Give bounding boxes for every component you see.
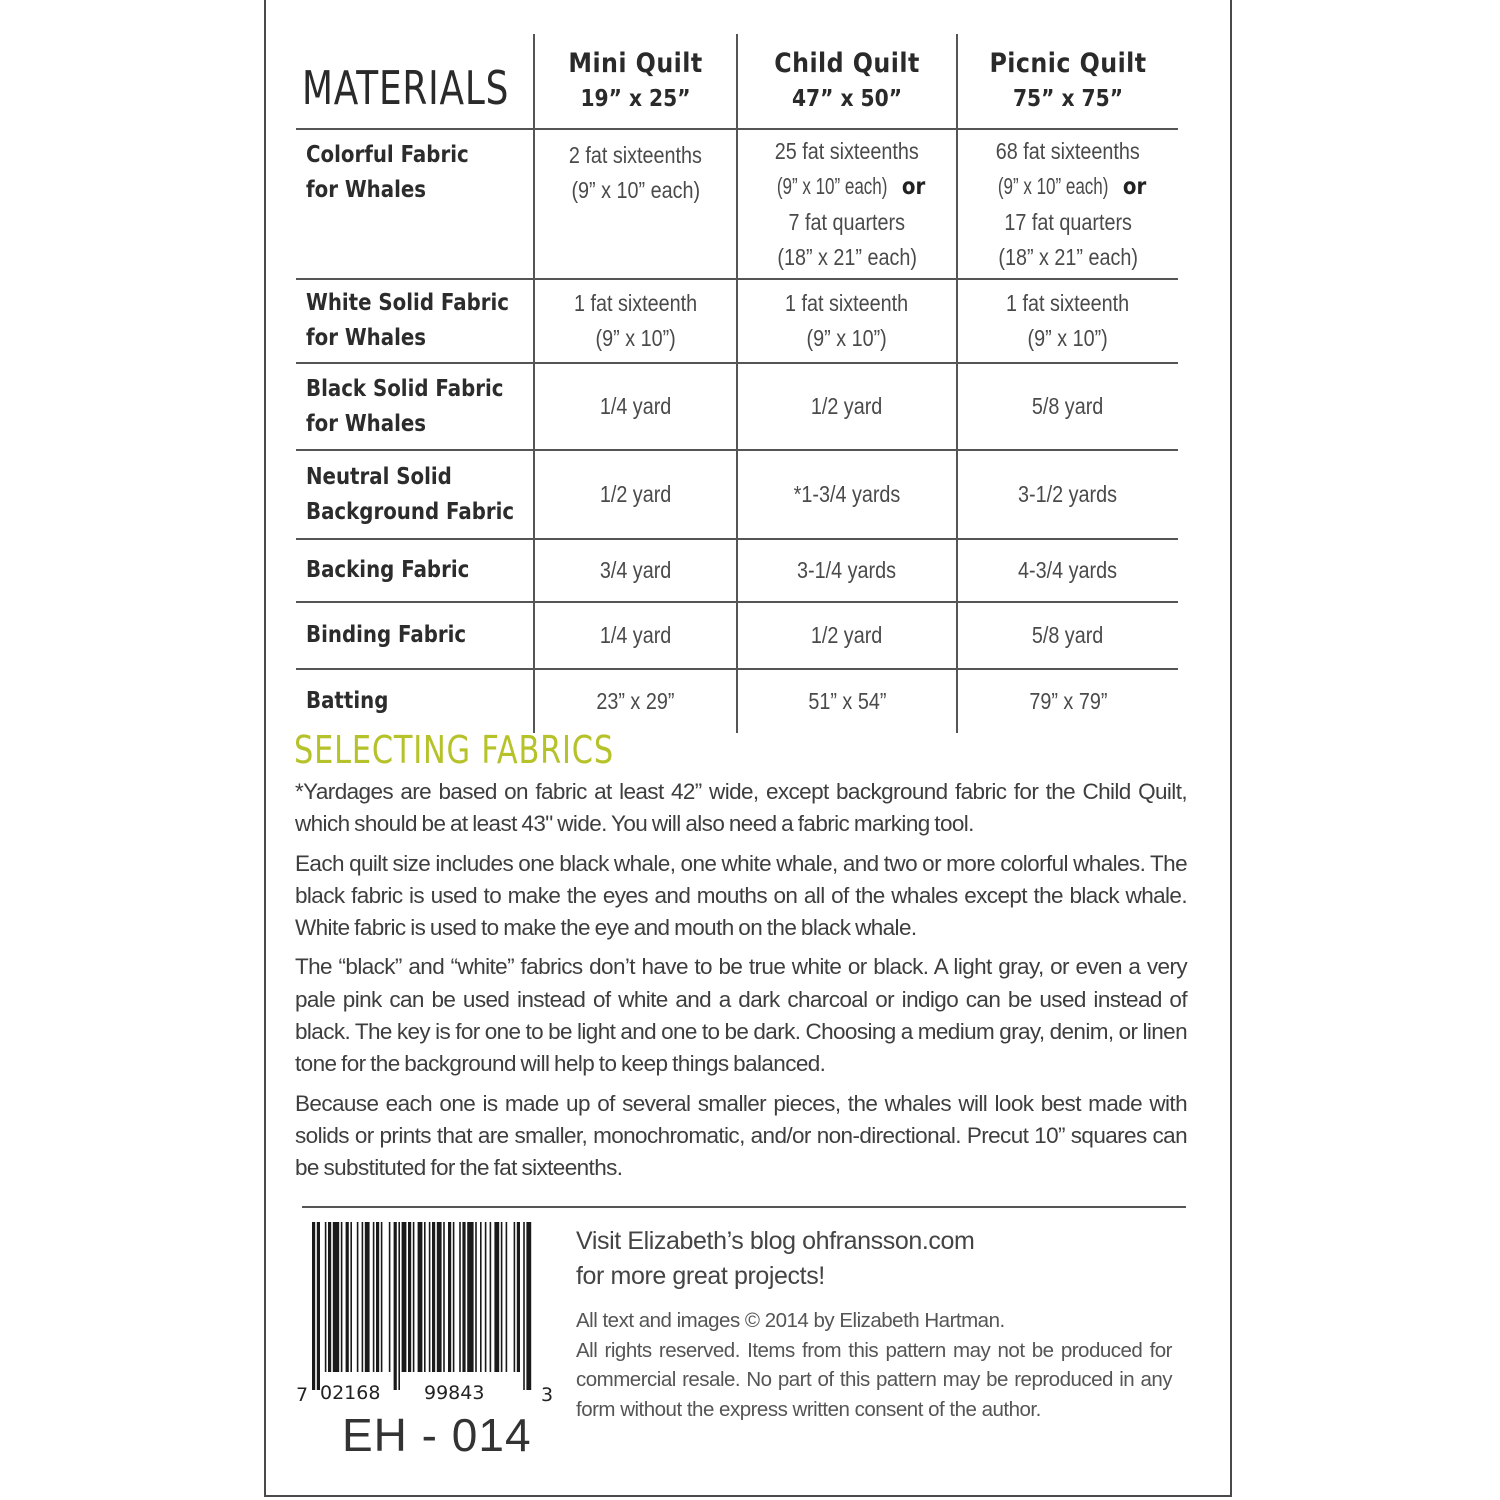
cell-child: 1/2 yard	[737, 602, 957, 669]
barcode-bar	[501, 1222, 503, 1372]
row-label: Binding Fabric	[296, 602, 534, 669]
blog-promo	[576, 1224, 974, 1294]
cell-picnic: 1 fat sixteenth (9” x 10”)	[957, 279, 1178, 363]
cell-child: 25 fat sixteenths (9” x 10” each) or 7 fat quarters (18” x 21” each)	[737, 129, 957, 279]
barcode-bar	[376, 1222, 379, 1372]
row-label: Neutral Solid Background Fabric	[296, 450, 534, 539]
barcode-digits-group-2: 99843	[424, 1382, 485, 1404]
paragraph: The “black” and “white” fabrics don’t have to be true white or black. A light gray, or even a very pale pink can be used instead of white and a dark charcoal or indigo can be used instead of black. The key is for one to be light and one to be dark. Choosing a medium gray, denim, or linen tone for the background will help to keep things balanced.	[295, 954, 1187, 1077]
cell-child: 1/2 yard	[737, 363, 957, 450]
barcode-bar	[389, 1222, 391, 1372]
barcode-bar	[523, 1222, 525, 1390]
cell-mini: 1 fat sixteenth (9” x 10”)	[534, 279, 737, 363]
barcode-bar	[381, 1222, 383, 1372]
paragraph: Each quilt size includes one black whale, one white whale, and two or more colorful whales. The black fabric is used to make the eyes and mouths on all of the whales except the black whale. White fabric is used to make the eye and mouth on the black whale.	[295, 850, 1187, 941]
barcode-bar	[517, 1222, 520, 1372]
cell-child: 3-1/4 yards	[737, 539, 957, 602]
barcode-bar	[317, 1222, 320, 1390]
table-row	[296, 602, 1178, 669]
rights-text: All rights reserved. Items from this pattern may not be produced for commercial resale. No part of this pattern may be reproduced in any form without the express written consent of the author.	[576, 1338, 1172, 1422]
table-row	[296, 539, 1178, 602]
barcode-bar	[365, 1222, 370, 1372]
copyright-line: All text and images © 2014 by Elizabeth Hartman.	[576, 1309, 1005, 1332]
cell-mini: 23” x 29”	[534, 669, 737, 733]
cell-child: *1-3/4 yards	[737, 450, 957, 539]
table-row	[296, 279, 1178, 363]
cell-mini: 1/2 yard	[534, 450, 737, 539]
barcode-bar	[346, 1222, 349, 1372]
cell-picnic: 3-1/2 yards	[957, 450, 1178, 539]
barcode-bar	[475, 1222, 477, 1372]
cell-child: 1 fat sixteenth (9” x 10”)	[737, 279, 957, 363]
cell-mini: 3/4 yard	[534, 539, 737, 602]
upc-barcode	[310, 1222, 534, 1390]
row-label: White Solid Fabric for Whales	[296, 279, 534, 363]
barcode-bar	[467, 1222, 473, 1372]
barcode-bar	[514, 1222, 516, 1372]
cell-picnic: 68 fat sixteenths (9” x 10” each) or 17 fat quarters (18” x 21” each)	[957, 129, 1178, 279]
barcode-bar	[373, 1222, 375, 1372]
materials-header-row	[296, 34, 1178, 129]
barcode-bar	[494, 1222, 499, 1372]
footer-divider	[302, 1206, 1186, 1208]
paragraph: *Yardages are based on fabric at least 42” wide, except background fabric for the Child Quilt, which should be at least 43" wide. You will also need a fabric marking tool.	[295, 779, 1187, 837]
barcode-bar	[485, 1222, 487, 1372]
barcode-bar	[402, 1222, 407, 1372]
materials-heading: MATERIALS	[302, 61, 510, 115]
row-label: Batting	[296, 669, 534, 733]
blog-promo-line: Visit Elizabeth’s blog ohfransson.com	[576, 1227, 975, 1255]
selecting-fabrics-text	[295, 776, 1187, 1192]
cell-picnic: 79” x 79”	[957, 669, 1178, 733]
barcode-bar	[526, 1222, 531, 1390]
barcode-bar	[398, 1222, 400, 1390]
barcode-bar	[333, 1222, 339, 1372]
barcode-bar	[418, 1222, 423, 1372]
barcode-bar	[394, 1222, 397, 1390]
table-row	[296, 129, 1178, 279]
barcode-bar	[490, 1222, 492, 1372]
barcode-bar	[462, 1222, 465, 1372]
barcode-bar	[325, 1222, 327, 1372]
barcode-bar	[429, 1222, 431, 1372]
barcode-bar	[448, 1222, 451, 1372]
barcode-bar	[459, 1222, 461, 1372]
row-label: Black Solid Fabric for Whales	[296, 363, 534, 450]
barcode-bar	[443, 1222, 445, 1372]
column-header-mini: Mini Quilt 19” x 25”	[534, 34, 737, 129]
cell-mini: 1/4 yard	[534, 363, 737, 450]
barcode-bar	[350, 1222, 352, 1372]
barcode-bar	[362, 1222, 364, 1372]
pattern-back-cover	[264, 0, 1232, 1497]
cell-child: 51” x 54”	[737, 669, 957, 733]
barcode-bar	[480, 1222, 482, 1372]
cell-picnic: 5/8 yard	[957, 602, 1178, 669]
barcode-bar	[341, 1222, 343, 1372]
table-row	[296, 363, 1178, 450]
barcode-bar	[328, 1222, 331, 1372]
barcode-digits-group-1: 02168	[320, 1382, 381, 1404]
column-header-child: Child Quilt 47” x 50”	[737, 34, 957, 129]
pattern-code: EH - 014	[342, 1409, 532, 1461]
barcode-bar	[357, 1222, 359, 1372]
cell-picnic: 4-3/4 yards	[957, 539, 1178, 602]
barcode-bar	[453, 1222, 455, 1372]
row-label: Backing Fabric	[296, 539, 534, 602]
row-label: Colorful Fabric for Whales	[296, 129, 534, 279]
barcode-bar	[413, 1222, 415, 1372]
barcode-bar	[437, 1222, 442, 1372]
selecting-fabrics-heading: SELECTING FABRICS	[294, 728, 614, 772]
barcode-bar	[408, 1222, 411, 1372]
blog-promo-line: for more great projects!	[576, 1262, 825, 1290]
table-row	[296, 669, 1178, 733]
cell-mini: 1/4 yard	[534, 602, 737, 669]
table-row	[296, 450, 1178, 539]
copyright-notice	[576, 1306, 1172, 1425]
barcode-bar	[432, 1222, 435, 1372]
barcode-bar	[312, 1222, 315, 1390]
barcode-digit-left: 7	[296, 1384, 309, 1406]
materials-table	[296, 34, 1178, 733]
cell-mini: 2 fat sixteenths (9” x 10” each)	[534, 129, 737, 279]
barcode-digit-right: 3	[541, 1384, 554, 1406]
column-header-picnic: Picnic Quilt 75” x 75”	[957, 34, 1178, 129]
cell-picnic: 5/8 yard	[957, 363, 1178, 450]
barcode-bar	[424, 1222, 426, 1372]
barcode-bar	[506, 1222, 508, 1372]
paragraph: Because each one is made up of several smaller pieces, the whales will look best made with solids or prints that are smaller, monochromatic, and/or non-directional. Precut 10” squares can be substituted for the fat sixteenths.	[295, 1090, 1187, 1181]
